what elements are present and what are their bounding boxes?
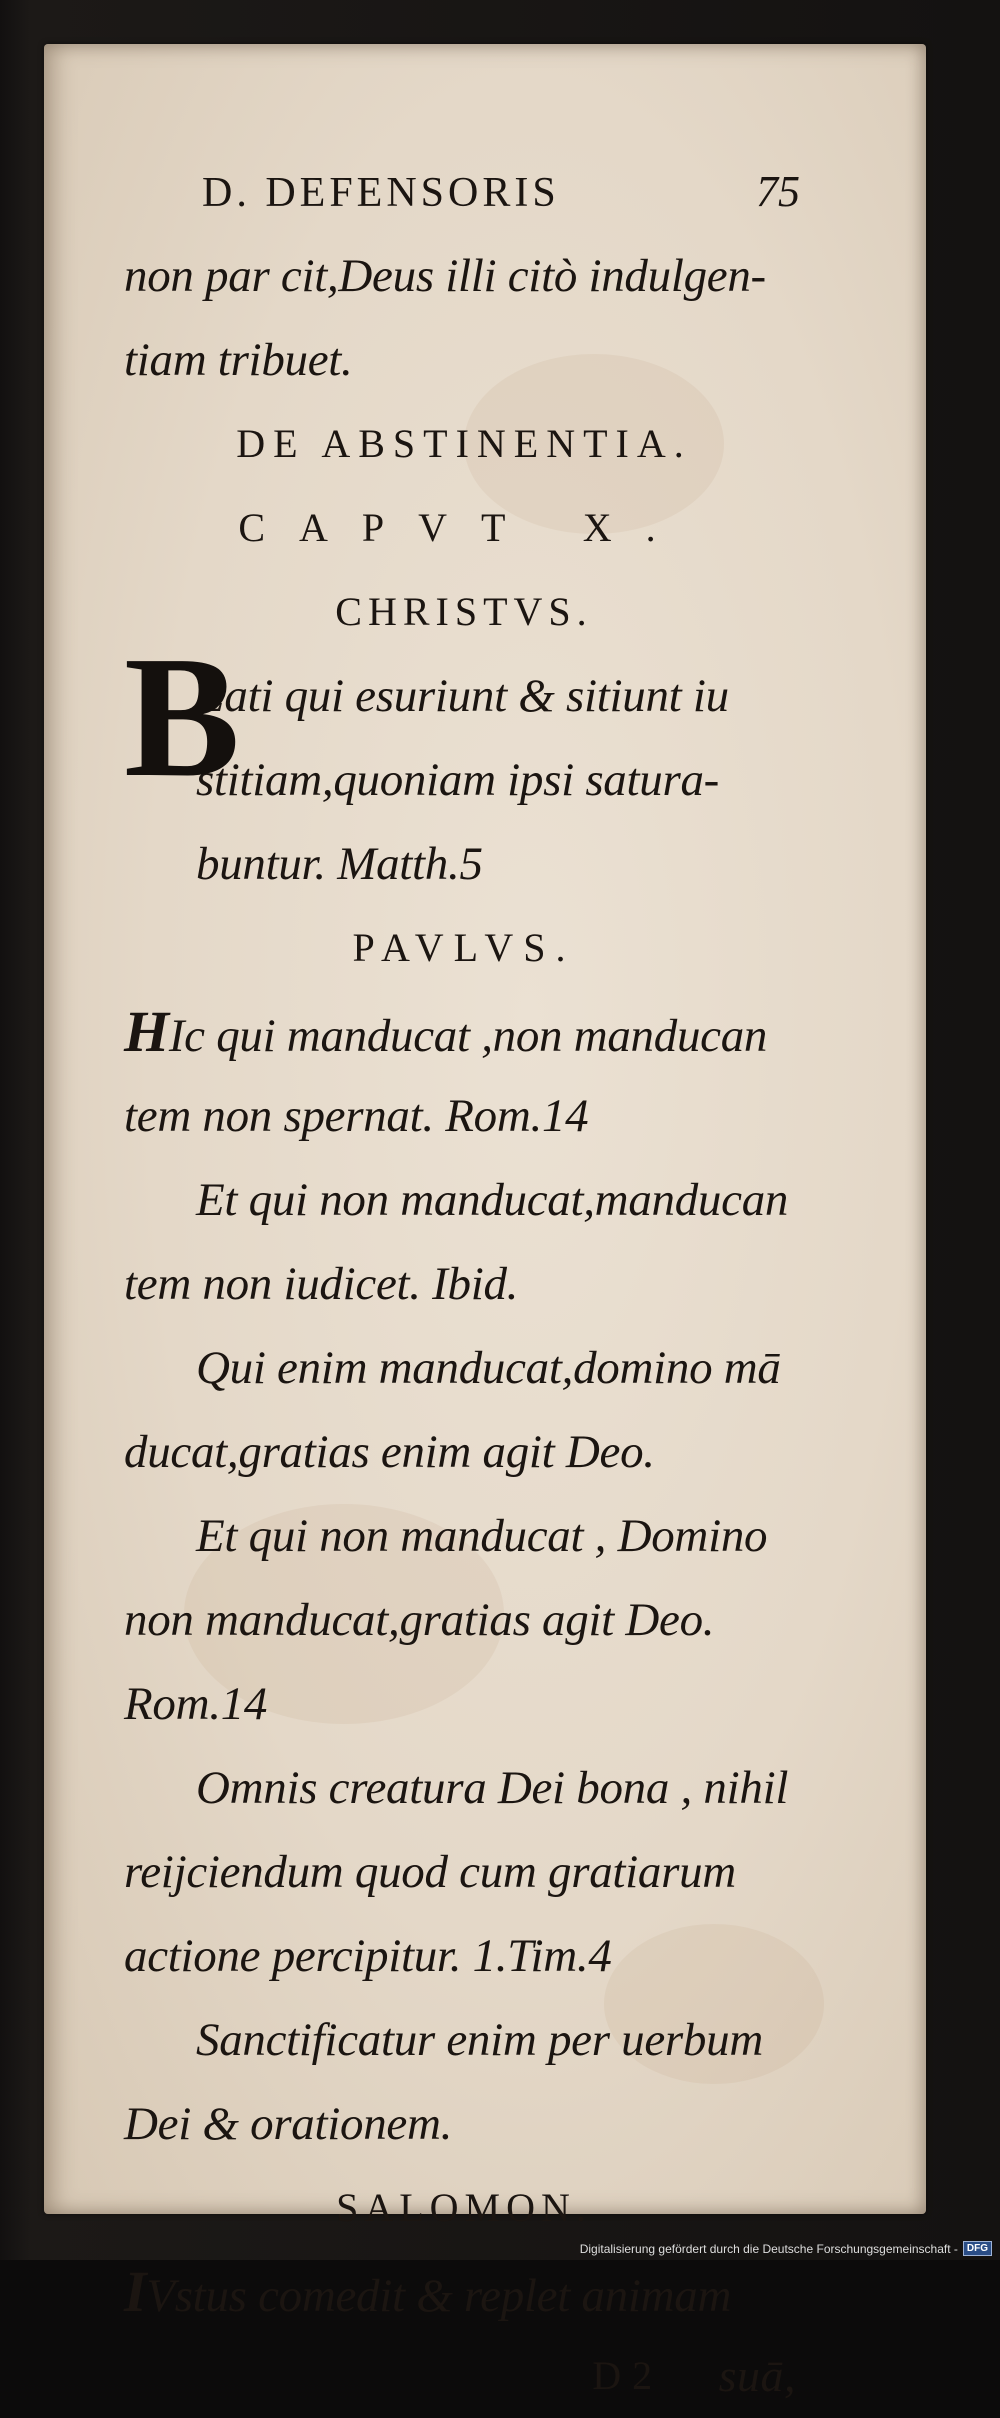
catchword: suā, bbox=[718, 2350, 796, 2401]
drop-cap: B bbox=[124, 620, 241, 813]
text-line bbox=[124, 2250, 804, 2334]
text-line: buntur. Matth.5 bbox=[196, 838, 483, 890]
text-line: non manducat,gratias agit Deo. bbox=[124, 1594, 715, 1646]
chapter-heading: CAPVT X. bbox=[238, 505, 690, 550]
speaker-heading: PAVLVS. bbox=[352, 925, 576, 970]
text-line: tem non iudicet. Ibid. bbox=[124, 1258, 519, 1310]
credit-text: Digitalisierung gefördert durch die Deutsche Forschungsgemeinschaft - bbox=[579, 2241, 958, 2256]
text-line: ducat,gratias enim agit Deo. bbox=[124, 1426, 655, 1478]
text-line: reijciendum quod cum gratiarum bbox=[124, 1846, 736, 1898]
initial-letter: I bbox=[124, 2259, 147, 2324]
text-line: Et qui non manducat , Domino bbox=[196, 1510, 768, 1562]
text-line: stitiam,quoniam ipsi satura- bbox=[196, 754, 720, 806]
text-line-rest: Vstus comedit & replet animam bbox=[146, 2270, 732, 2322]
speaker-heading: SALOMON. bbox=[336, 2185, 592, 2230]
text-line bbox=[124, 990, 804, 1074]
dfg-logo-icon: DFG bbox=[963, 2241, 992, 2256]
text-line: actione percipitur. 1.Tim.4 bbox=[124, 1930, 612, 1982]
text-line: Sanctificatur enim per uerbum bbox=[196, 2014, 763, 2066]
text-line: Et qui non manducat,manducan bbox=[196, 1174, 789, 1226]
speaker-heading: CHRISTVS. bbox=[335, 589, 593, 634]
text-line: Eati qui esuriunt & sitiunt iu bbox=[196, 670, 729, 722]
running-header bbox=[124, 150, 804, 234]
text-line: Qui enim manducat,domino mā bbox=[196, 1342, 781, 1394]
text-line-rest: Ic qui manducat ,non manducan bbox=[168, 1010, 768, 1062]
text-line: non par cit,Deus illi citò indulgen- bbox=[124, 250, 766, 302]
running-title: D. DEFENSORIS bbox=[202, 170, 560, 216]
section-title: DE ABSTINENTIA. bbox=[236, 421, 692, 466]
text-line: tiam tribuet. bbox=[124, 334, 353, 386]
page-text bbox=[124, 150, 804, 2418]
page-number: 75 bbox=[756, 167, 800, 216]
signature-mark: D 2 bbox=[592, 2353, 653, 2398]
text-line: Dei & orationem. bbox=[124, 2098, 453, 2150]
initial-letter: H bbox=[124, 999, 169, 1064]
text-line: tem non spernat. Rom.14 bbox=[124, 1090, 589, 1142]
text-line: Rom.14 bbox=[124, 1678, 268, 1730]
digitization-credit bbox=[580, 2241, 992, 2256]
text-line: Omnis creatura Dei bona , nihil bbox=[196, 1762, 789, 1814]
signature-line bbox=[124, 2334, 804, 2418]
